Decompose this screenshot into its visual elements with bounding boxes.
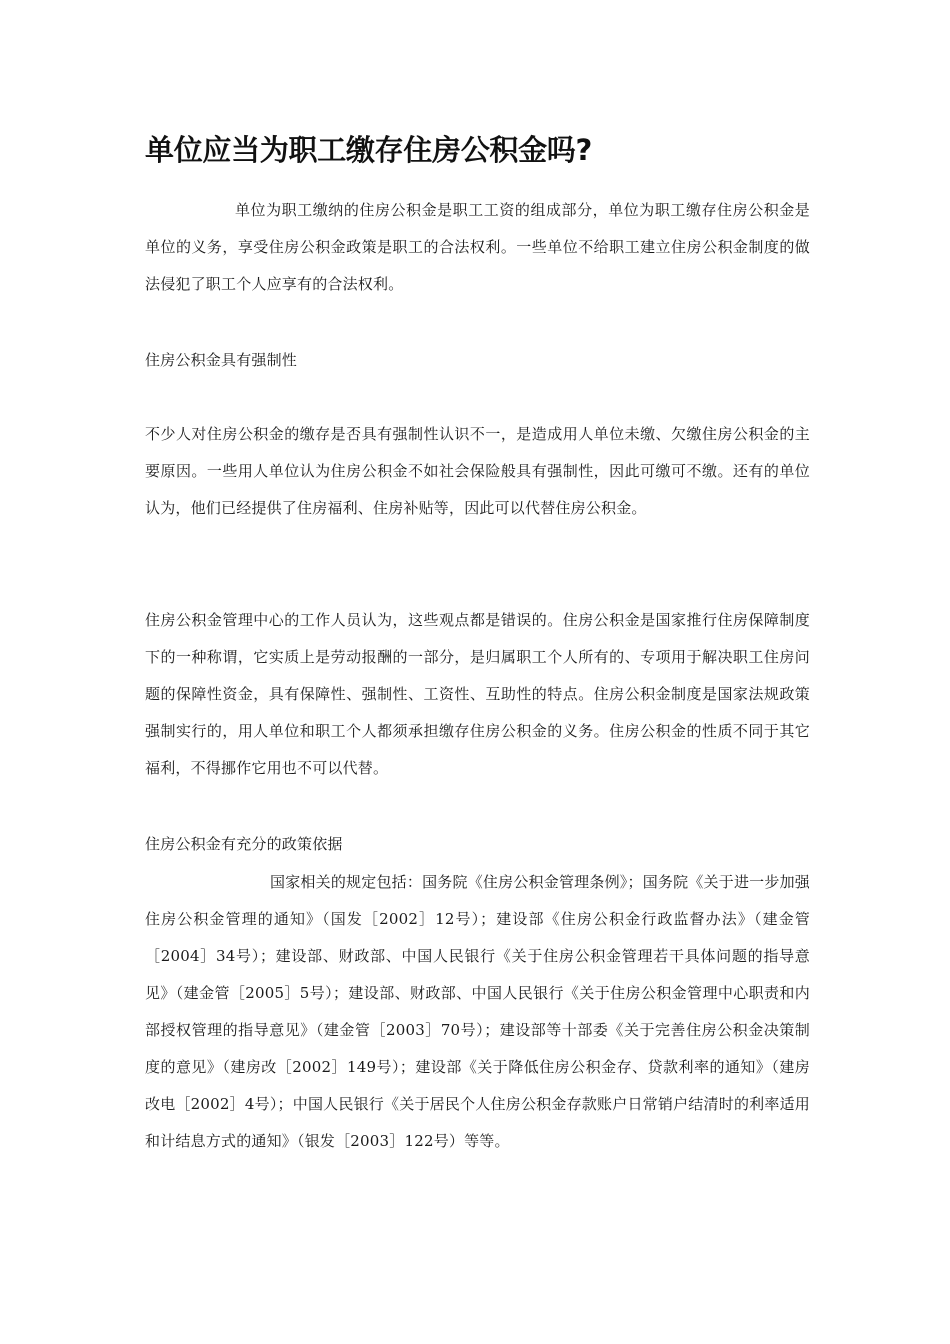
document-title: 单位应当为职工缴存住房公积金吗?: [145, 133, 593, 167]
section-heading-mandatory: 住房公积金具有强制性: [145, 351, 298, 369]
intro-paragraph: 单位为职工缴纳的住房公积金是职工工资的组成部分，单位为职工缴存住房公积金是单位的义务，享受住房公积金政策是职工的合法权利。一些单位不给职工建立住房公积金制度的做法侵犯了职工个人应享有的合法权利。: [145, 201, 810, 293]
paragraph-misconceptions: 不少人对住房公积金的缴存是否具有强制性认识不一，是造成用人单位未缴、欠缴住房公积金的主要原因。一些用人单位认为住房公积金不如社会保险般具有强制性，因此可缴可不缴。还有的单位认为，他们已经提供了住房福利、住房补贴等，因此可以代替住房公积金。: [145, 425, 810, 517]
section-heading-policy-basis: 住房公积金有充分的政策依据: [145, 835, 343, 853]
paragraph-regulations: 国家相关的规定包括：国务院《住房公积金管理条例》；国务院《关于进一步加强住房公积金管理的通知》（国发［2002］12号）；建设部《住房公积金行政监督办法》（建金管［2004］34号）；建设部、财政部、中国人民银行《关于住房公积金管理若干具体问题的指导意见》（建金管［2005］5号）；建设部、财政部、中国人民银行《关于住房公积金管理中心职责和内部授权管理的指导意见》（建金管［2003］70号）；建设部等十部委《关于完善住房公积金决策制度的意见》（建房改［2002］149号）；建设部《关于降低住房公积金存、贷款利率的通知》（建房改电［2002］4号）；中国人民银行《关于居民个人住房公积金存款账户日常销户结清时的利率适用和计结息方式的通知》（银发［2003］122号）等等。: [145, 873, 810, 1150]
paragraph-center-view: 住房公积金管理中心的工作人员认为，这些观点都是错误的。住房公积金是国家推行住房保障制度下的一种称谓，它实质上是劳动报酬的一部分，是归属职工个人所有的、专项用于解决职工住房问题的保障性资金，具有保障性、强制性、工资性、互助性的特点。住房公积金制度是国家法规政策强制实行的，用人单位和职工个人都须承担缴存住房公积金的义务。住房公积金的性质不同于其它福利，不得挪作它用也不可以代替。: [145, 611, 810, 777]
